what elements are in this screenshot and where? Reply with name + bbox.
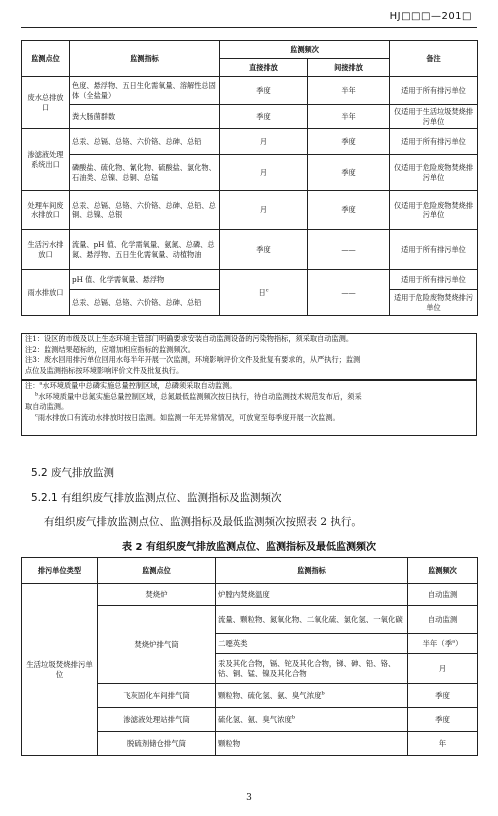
remark-cell: 仅适用于危险废物焚烧排污单位 (390, 191, 478, 230)
note-line: 注2：监测结果超标的，应增加相应指标的监测频次。 (25, 344, 195, 354)
point-cell: 生活污水排放口 (22, 230, 70, 270)
indicator-text: 硫化氢、氨、臭气浓度 (218, 714, 292, 724)
body-paragraph: 有组织废气排放监测点位、监测指标及最低监测频次按照表 2 执行。 (44, 516, 362, 528)
point-cell: 焚烧炉排气筒 (98, 606, 216, 684)
remark-cell: 适用于所有排污单位 (390, 129, 478, 155)
table-row (22, 191, 478, 230)
direct-cell: 季度 (220, 77, 308, 105)
point-cell: 脱硫剂储仓排气筒 (98, 732, 216, 756)
th-frequency: 监测频次 (408, 558, 478, 584)
document-code: HJ□□□—201□ (389, 11, 472, 22)
point-cell: 废水总排放口 (22, 77, 70, 129)
note-line: 注3：废水回用排污单位回用水每半年开展一次监测，环境影响评价文件及批复有要求的，从严执行；监测 (25, 355, 361, 365)
footnote-mark: b (35, 391, 39, 398)
frequency-cell (408, 634, 478, 654)
direct-cell: 月 (220, 129, 308, 155)
unit-type-cell: 生活垃圾焚烧排污单位 (22, 584, 98, 756)
indicator-cell: 颗粒物 (216, 732, 408, 756)
indirect-cell: 季度 (308, 129, 390, 155)
indirect-cell: 半年 (308, 77, 390, 105)
th-point: 监测点位 (22, 41, 70, 77)
indicator-cell: 流量、pH 值、化学需氧量、氨氮、总磷、总氮、悬浮物、五日生化需氧量、动植物油 (70, 230, 220, 270)
indicator-cell: 二噁英类 (216, 634, 408, 654)
frequency-cell: 自动监测 (408, 606, 478, 634)
indirect-cell: —— (308, 270, 390, 316)
footnote-mark: c (265, 287, 269, 294)
point-cell: 处理车间废水排放口 (22, 191, 70, 230)
indicator-cell: 流量、颗粒物、氮氧化物、二氧化硫、氯化氢、一氧化碳 (216, 606, 408, 634)
frequency-cell: 自动监测 (408, 584, 478, 606)
indicator-text: 颗粒物、硫化氢、氨、臭气浓度 (218, 690, 322, 700)
th-remark: 备注 (390, 41, 478, 77)
indicator-cell: 炉膛内焚烧温度 (216, 584, 408, 606)
indicator-cell (216, 708, 408, 732)
footnote-text: 取自动监测。 (25, 402, 69, 412)
indirect-cell: 季度 (308, 155, 390, 191)
point-cell: 渗滤液处理系统出口 (22, 129, 70, 191)
frequency-cell: 月 (408, 654, 478, 684)
table-row (22, 270, 478, 290)
table-row (22, 155, 478, 191)
direct-cell: 季度 (220, 105, 308, 129)
point-cell: 飞灰固化车间排气筒 (98, 684, 216, 708)
indicator-cell: 汞及其化合物，镉、铊及其化合物，锑、砷、铅、铬、钴、铜、锰、镍及其化合物 (216, 654, 408, 684)
frequency-cell: 季度 (408, 684, 478, 708)
footnote-mark: b (321, 690, 325, 697)
table1-footnotes (21, 380, 477, 436)
point-cell: 焚烧炉 (98, 584, 216, 606)
point-cell: 渗滤液处理站排气筒 (98, 708, 216, 732)
table-row (22, 230, 478, 270)
footnote-line (25, 413, 473, 424)
footnote-text: 水环境质量中总氮实施总量控制区域，总氮最低监测频次按日执行，待自动监测技术规范发布后，须采 (38, 391, 362, 401)
th-point: 监测点位 (98, 558, 216, 584)
page-number: 3 (246, 793, 252, 803)
footnote-text: 雨水排放口有流动水排放时按日监测。如监测一年无异常情况，可放宽至每季度开展一次监测。 (37, 412, 340, 422)
section-heading-5-2-1: 5.2.1 有组织废气排放监测点位、监测指标及监测频次 (31, 492, 282, 504)
table-row (22, 105, 478, 129)
direct-cell (220, 270, 308, 316)
indicator-cell: pH 值、化学需氧量、悬浮物 (70, 270, 220, 290)
point-cell: 雨水排放口 (22, 270, 70, 316)
exhaust-gas-monitoring-table (21, 557, 478, 756)
footnote-line (25, 381, 473, 392)
table-row (22, 584, 478, 606)
direct-cell: 季度 (220, 230, 308, 270)
remark-cell: 适用于所有排污单位 (390, 77, 478, 105)
remark-cell: 适用于所有排污单位 (390, 270, 478, 290)
footnote-mark: a (39, 380, 43, 387)
indicator-cell: 总汞、总镉、总铬、六价铬、总砷、总铅 (70, 290, 220, 316)
frequency-value: 半年（季 (422, 638, 453, 648)
indicator-cell: 磷酸盐、硫化物、氰化物、硫酸盐、氯化物、石油类、总镍、总铜、总锰 (70, 155, 220, 191)
direct-cell: 月 (220, 191, 308, 230)
th-frequency: 监测频次 (220, 41, 390, 59)
footnote-line (25, 392, 473, 403)
table1-notes (21, 333, 477, 380)
note-line: 注1：设区的市级及以上生态环境主管部门明确要求安装自动监测设备的污染物指标，须采取自动监测。 (25, 334, 354, 343)
th-indirect: 间接排放 (308, 59, 390, 77)
footnote-mark: a (452, 638, 456, 645)
header-rule (21, 27, 477, 28)
table2-caption: 表 2 有组织废气排放监测点位、监测指标及最低监测频次 (122, 542, 376, 553)
indicator-cell: 粪大肠菌群数 (70, 105, 220, 129)
footnote-line (25, 402, 473, 413)
th-indicator: 监测指标 (216, 558, 408, 584)
remark-cell: 仅适用于危险废物焚烧排污单位 (390, 155, 478, 191)
frequency-suffix: ） (455, 638, 463, 648)
table-row (22, 77, 478, 105)
indirect-cell: 半年 (308, 105, 390, 129)
th-indicator: 监测指标 (70, 41, 220, 77)
direct-cell: 月 (220, 155, 308, 191)
indicator-cell: 色度、悬浮物、五日生化需氧量、溶解性总固体（全盐量） (70, 77, 220, 105)
indicator-cell (216, 684, 408, 708)
footnote-mark: c (35, 412, 38, 419)
indicator-cell: 总汞、总镉、总铬、六价铬、总砷、总铅、总铜、总镍、总银 (70, 191, 220, 230)
wastewater-monitoring-table (21, 40, 478, 316)
indirect-cell: 季度 (308, 191, 390, 230)
frequency-cell: 年 (408, 732, 478, 756)
section-heading-5-2: 5.2 废气排放监测 (31, 467, 115, 479)
footnote-prefix: 注： (25, 381, 40, 390)
remark-cell: 适用于所有排污单位 (390, 230, 478, 270)
direct-value: 日 (258, 287, 266, 297)
footnote-text: 水环境质量中总磷实施总量控制区域，总磷须采取自动监测。 (42, 381, 237, 390)
note-line: 点位及监测指标按环境影响评价文件及批复执行。 (25, 365, 184, 375)
th-direct: 直接排放 (220, 59, 308, 77)
remark-cell: 仅适用于生活垃圾焚烧排污单位 (390, 105, 478, 129)
th-unit-type: 排污单位类型 (22, 558, 98, 584)
frequency-cell: 季度 (408, 708, 478, 732)
indirect-cell: —— (308, 230, 390, 270)
table-row (22, 129, 478, 155)
indicator-cell: 总汞、总镉、总铬、六价铬、总砷、总铅 (70, 129, 220, 155)
footnote-mark: b (291, 714, 296, 721)
remark-cell: 适用于危险废物焚烧排污单位 (390, 290, 478, 316)
